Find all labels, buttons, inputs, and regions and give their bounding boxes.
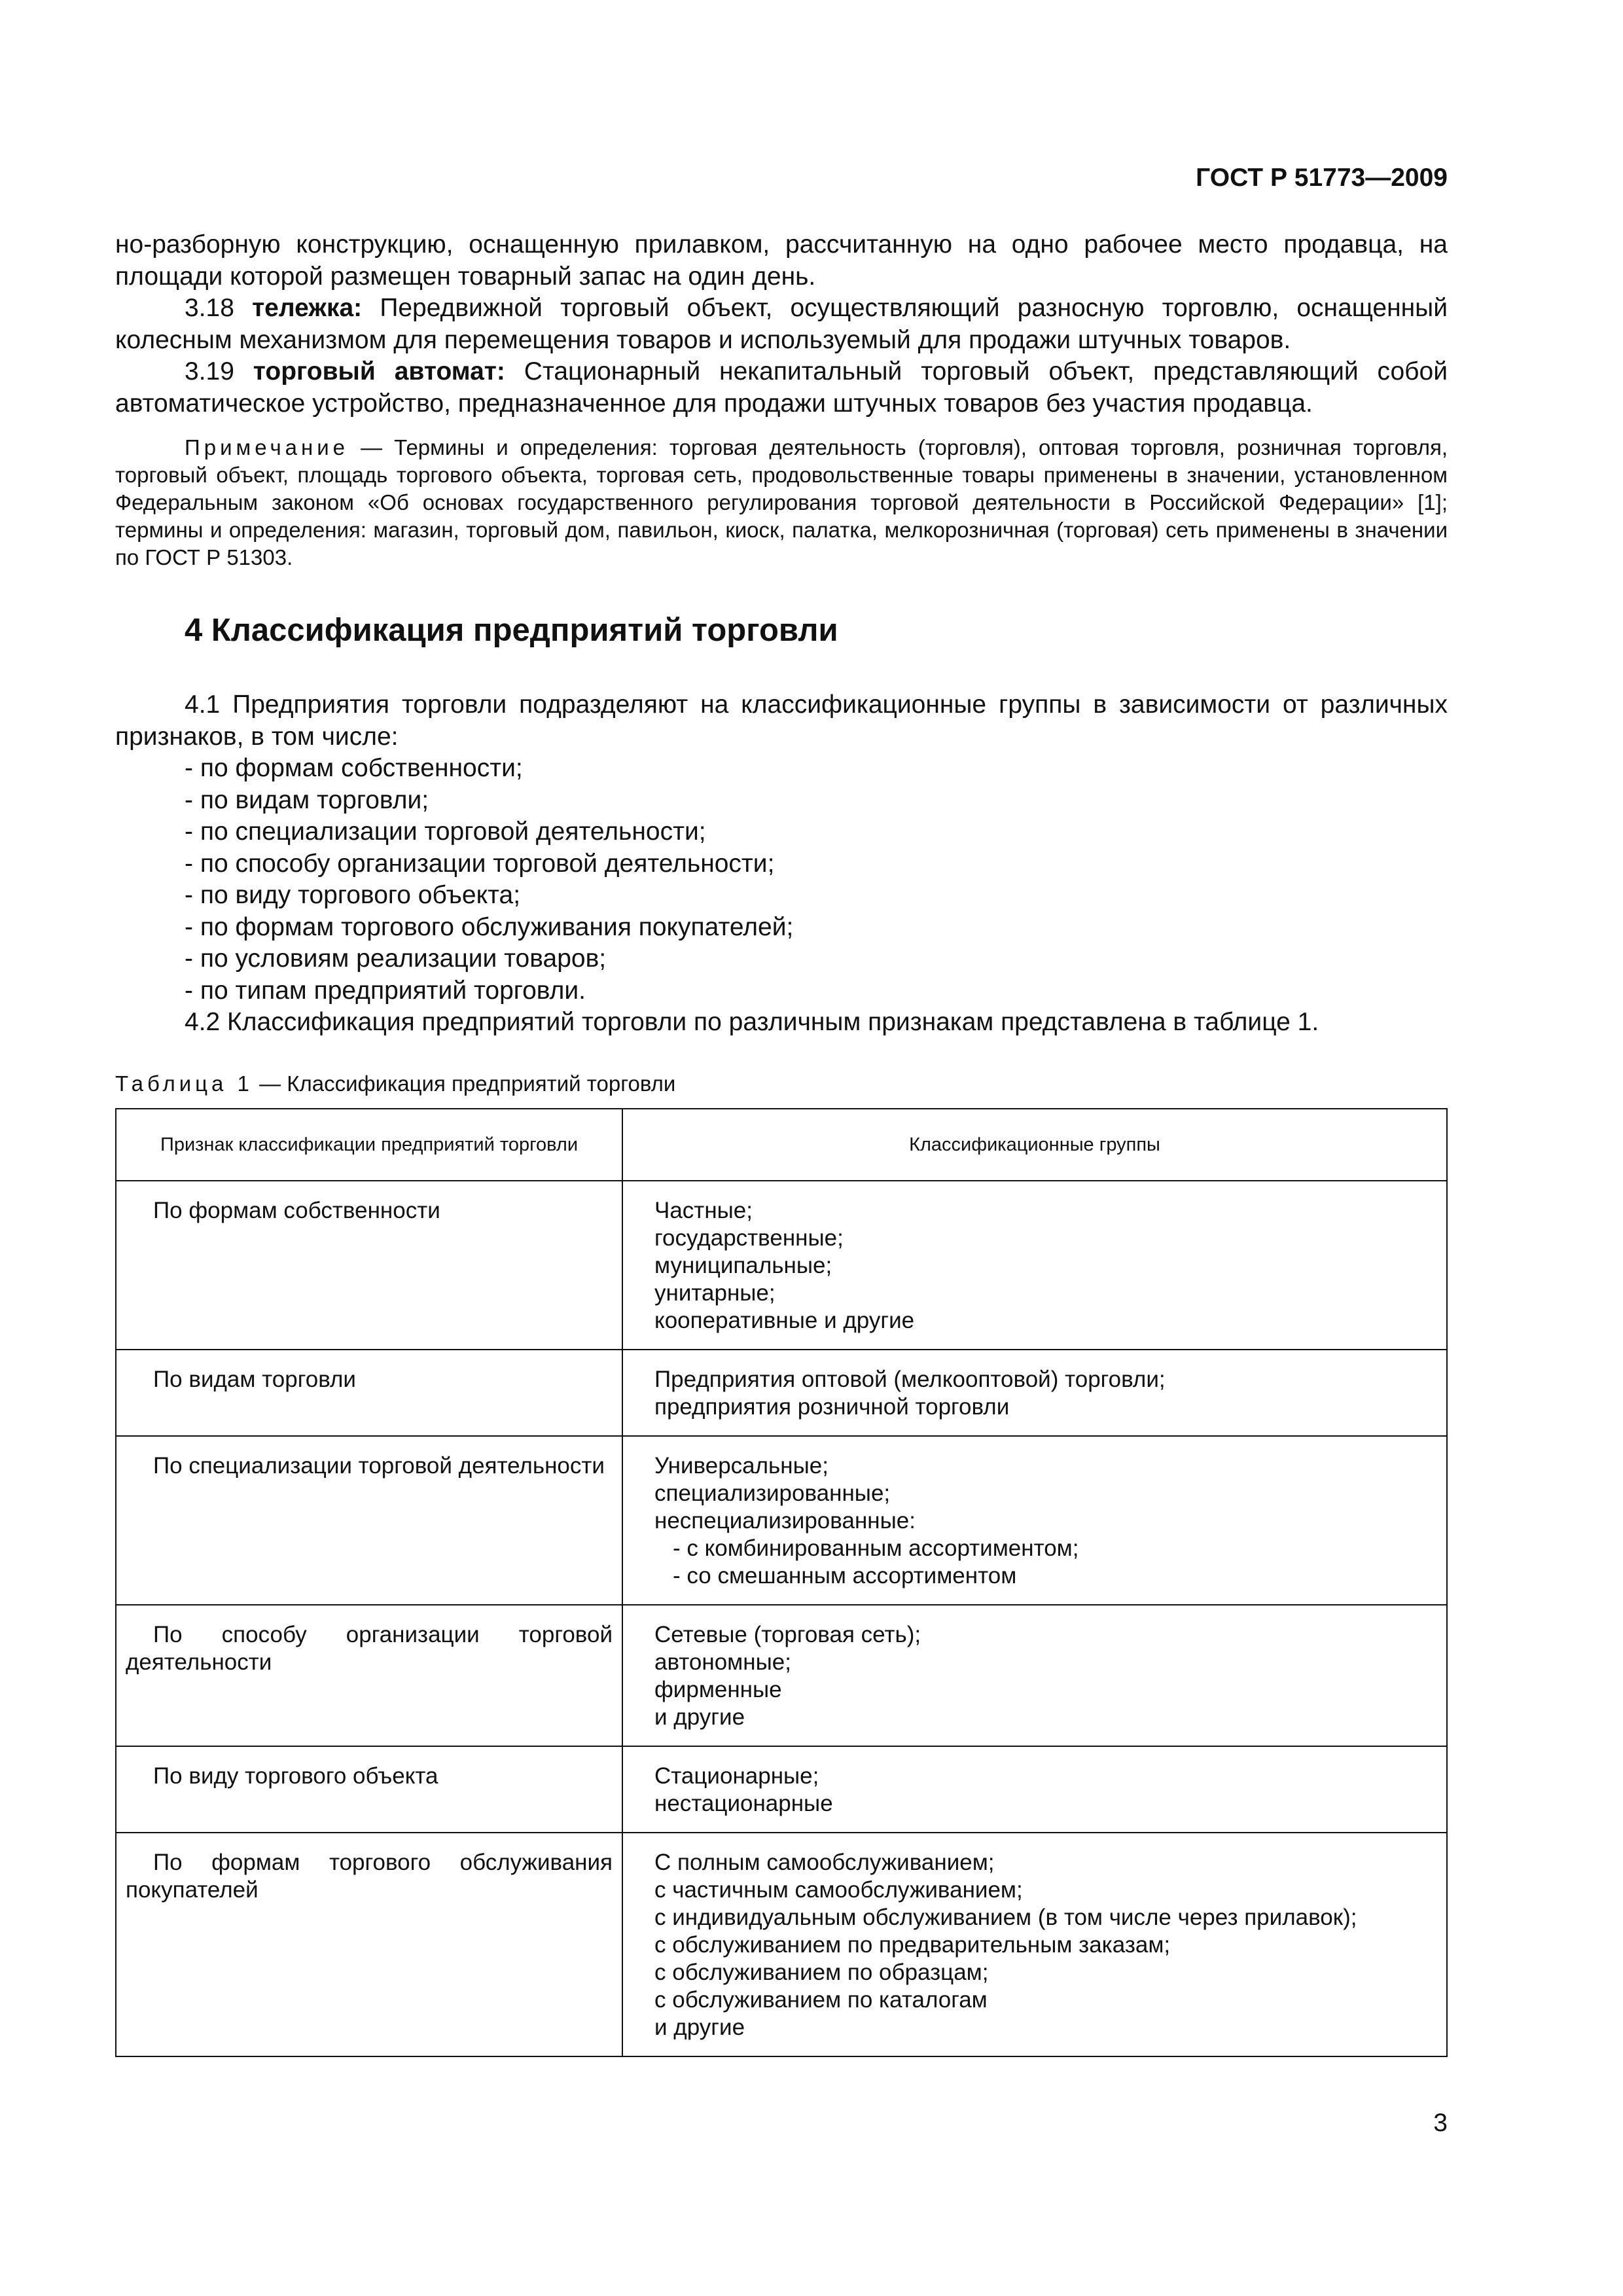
group-item: муниципальные; <box>654 1252 832 1278</box>
clause-3-19 <box>115 356 1448 420</box>
group-item: и другие <box>654 2014 745 2040</box>
clause-definition: Стационарный некапитальный торговый объект, представляющий собой автоматическое устройство, предназначенное для продажи штучных товаров без участия продавца. <box>115 357 1448 418</box>
group-item: с частичным самообслуживанием; <box>654 1876 1023 1903</box>
clause-term: тележка: <box>252 294 363 322</box>
group-item: неспециализированные: <box>654 1507 916 1534</box>
groups-cell <box>622 1746 1447 1833</box>
groups-cell <box>622 1436 1447 1605</box>
group-item: специализированные; <box>654 1480 891 1506</box>
clause-definition: Передвижной торговый объект, осуществляющий разносную торговлю, оснащенный колесным механизмом для перемещения товаров и используемый для продажи штучных товаров. <box>115 294 1448 354</box>
group-item: Стационарные; <box>654 1763 819 1789</box>
group-item: фирменные <box>654 1676 782 1702</box>
document-page <box>115 0 1448 2296</box>
group-item: с индивидуальным обслуживанием (в том числе через прилавок); <box>654 1904 1357 1930</box>
group-item: Сетевые (торговая сеть); <box>654 1621 921 1647</box>
list-item: - по условиям реализации товаров; <box>185 944 607 973</box>
criterion-cell: По специализации торговой деятельности <box>116 1436 622 1605</box>
page-body <box>115 229 1448 2057</box>
document-id-header: ГОСТ Р 51773—2009 <box>1196 164 1448 192</box>
list-item: - по типам предприятий торговли. <box>185 976 586 1005</box>
table-row <box>116 1833 1447 2056</box>
classification-table <box>115 1108 1448 2057</box>
list-item: - по способу организации торговой деятельности; <box>185 849 775 878</box>
list-item: - по формам торгового обслуживания покупателей; <box>185 912 794 941</box>
table-row <box>116 1181 1447 1350</box>
table-header-row <box>116 1109 1447 1181</box>
note-label: Примечание <box>185 435 349 459</box>
list-item: - по виду торгового объекта; <box>185 881 521 909</box>
table-caption <box>115 1070 1448 1098</box>
list-item: - по видам торговли; <box>185 785 429 814</box>
clause-3-18 <box>115 293 1448 356</box>
group-item: Предприятия оптовой (мелкооптовой) торговли; <box>654 1366 1166 1392</box>
list-item: - по специализации торговой деятельности; <box>185 817 706 846</box>
table-row <box>116 1746 1447 1833</box>
column-header-groups: Классификационные группы <box>622 1109 1447 1181</box>
group-item: автономные; <box>654 1649 791 1675</box>
group-item: Частные; <box>654 1197 753 1223</box>
group-item: кооперативные и другие <box>654 1307 915 1333</box>
list-item: - по формам собственности; <box>185 754 523 782</box>
column-header-criterion: Признак классификации предприятий торговли <box>116 1109 622 1181</box>
table-row <box>116 1605 1447 1746</box>
group-item: унитарные; <box>654 1280 776 1306</box>
subgroup-item: - с комбинированным ассортиментом; <box>673 1535 1079 1561</box>
group-item: и другие <box>654 1704 745 1730</box>
criterion-cell: По видам торговли <box>116 1350 622 1436</box>
table-row <box>116 1436 1447 1605</box>
paragraph-4-2: 4.2 Классификация предприятий торговли по различным признакам представлена в таблице 1. <box>185 1008 1319 1036</box>
subgroup-item: - со смешанным ассортиментом <box>673 1562 1017 1588</box>
table-caption-label: Таблица 1 <box>115 1071 253 1096</box>
continuation-paragraph: но-разборную конструкцию, оснащенную прилавком, рассчитанную на одно рабочее место продавца, на площади которой размещен товарный запас на один день. <box>115 230 1448 291</box>
note-text: — Термины и определения: торговая деятельность (торговля), оптовая торговля, розничная торговля, торговый объект, площадь торгового объекта, торговая сеть, продовольственные товары применены в значении, установленном Федеральным законом «Об основах государственного регулирования торговой деятельности в Российской Федерации» [1]; термины и определения: магазин, торговый дом, павильон, киоск, палатка, мелкорозничная (торговая) сеть применены в значении по ГОСТ Р 51303. <box>115 435 1448 569</box>
groups-cell <box>622 1350 1447 1436</box>
group-item: С полным самообслуживанием; <box>654 1849 995 1875</box>
group-item: с обслуживанием по предварительным заказам; <box>654 1931 1171 1958</box>
table-caption-text: — Классификация предприятий торговли <box>253 1071 676 1096</box>
criterion-cell: По формам собственности <box>116 1181 622 1350</box>
criterion-cell: По формам торгового обслуживания покупателей <box>116 1833 622 2056</box>
groups-cell <box>622 1181 1447 1350</box>
clause-number: 3.19 <box>185 357 234 386</box>
section-heading: 4 Классификация предприятий торговли <box>185 613 838 648</box>
clause-number: 3.18 <box>185 294 234 322</box>
criteria-list <box>115 753 1448 1007</box>
group-item: Универсальные; <box>654 1452 829 1479</box>
group-item: государственные; <box>654 1225 844 1251</box>
group-item: нестационарные <box>654 1790 833 1816</box>
criterion-cell: По способу организации торговой деятельности <box>116 1605 622 1746</box>
note-paragraph <box>115 434 1448 571</box>
groups-cell <box>622 1605 1447 1746</box>
group-item: с обслуживанием по образцам; <box>654 1959 989 1985</box>
clause-term: торговый автомат: <box>253 357 505 386</box>
group-item: с обслуживанием по каталогам <box>654 1986 988 2013</box>
table-row <box>116 1350 1447 1436</box>
paragraph-4-1: 4.1 Предприятия торговли подразделяют на классификационные группы в зависимости от различных признаков, в том числе: <box>115 691 1448 751</box>
criterion-cell: По виду торгового объекта <box>116 1746 622 1833</box>
groups-cell <box>622 1833 1447 2056</box>
page-number: 3 <box>1433 2109 1448 2137</box>
group-item: предприятия розничной торговли <box>654 1393 1010 1420</box>
